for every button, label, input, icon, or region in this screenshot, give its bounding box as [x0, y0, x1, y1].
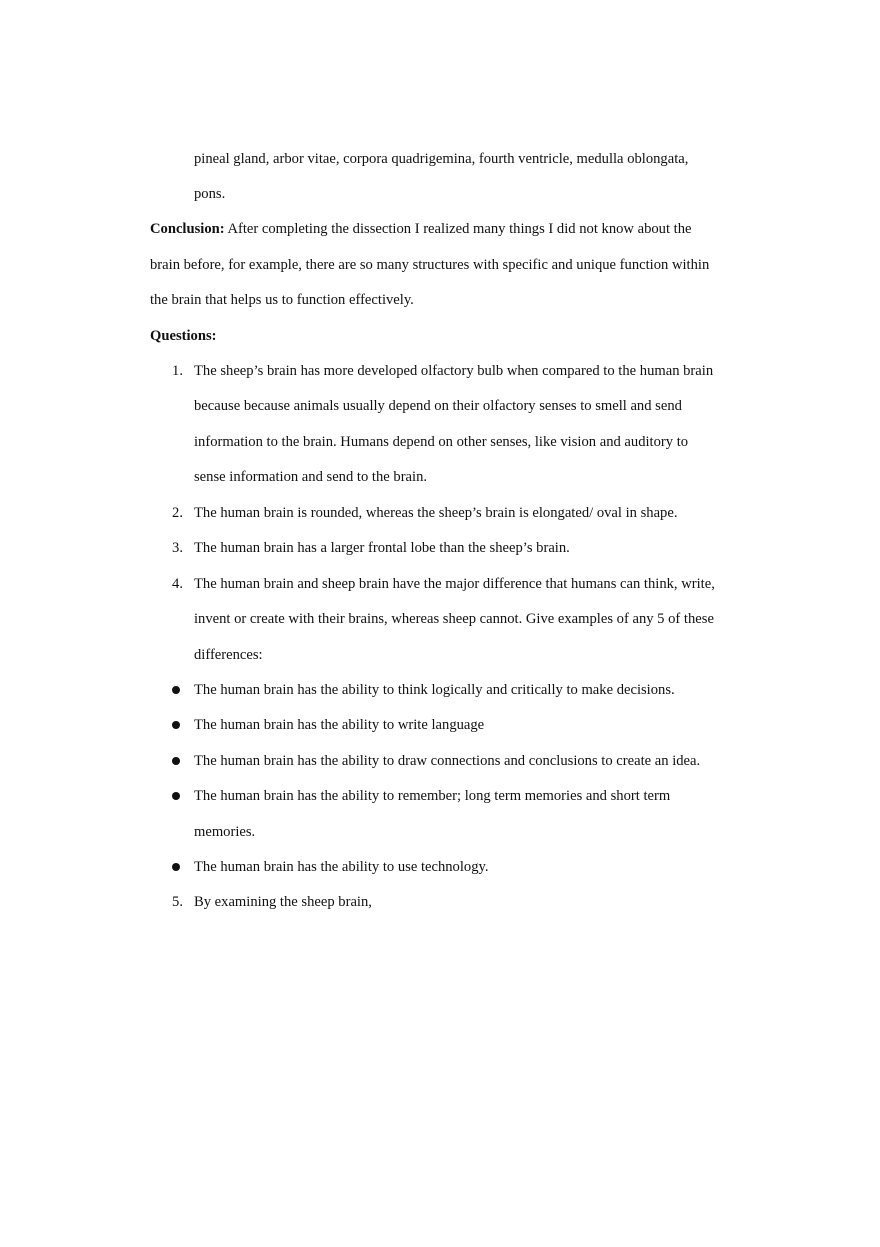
question-4-line: differences: — [194, 647, 263, 663]
bullet-icon — [172, 757, 180, 765]
bullet-icon — [172, 792, 180, 800]
list-number: 2. — [172, 505, 183, 521]
list-number: 1. — [172, 363, 183, 379]
list-number: 3. — [172, 540, 183, 556]
continued-text-line: pineal gland, arbor vitae, corpora quadrigemina, fourth ventricle, medulla oblongata, — [194, 151, 689, 167]
question-1-line: because because animals usually depend on their olfactory senses to smell and send — [194, 398, 682, 414]
conclusion-heading: Conclusion: — [150, 221, 225, 237]
question-1-line: sense information and send to the brain. — [194, 469, 428, 485]
bullet-icon — [172, 686, 180, 694]
question-3-text: The human brain has a larger frontal lobe than the sheep’s brain. — [194, 540, 570, 556]
question-1-line: information to the brain. Humans depend on other senses, like vision and auditory to — [194, 434, 689, 450]
question-2-text: The human brain is rounded, whereas the sheep’s brain is elongated/ oval in shape. — [194, 505, 678, 521]
conclusion-paragraph-line: the brain that helps us to function effectively. — [150, 292, 414, 308]
bullet-item-text: The human brain has the ability to remember; long term memories and short term — [194, 788, 671, 804]
questions-heading: Questions: — [150, 328, 217, 344]
bullet-item-text: The human brain has the ability to think logically and critically to make decisions. — [194, 682, 675, 698]
bullet-item-text: The human brain has the ability to draw connections and conclusions to create an idea. — [194, 753, 701, 769]
bullet-item-text: The human brain has the ability to use technology. — [194, 859, 489, 875]
question-4-line: The human brain and sheep brain have the major difference that humans can think, write, — [194, 576, 715, 592]
conclusion-text: After completing the dissection I realized many things I did not know about the — [227, 221, 692, 237]
bullet-item-text: memories. — [194, 824, 256, 840]
conclusion-paragraph-line — [150, 219, 692, 239]
question-1-line: The sheep’s brain has more developed olfactory bulb when compared to the human brain — [194, 363, 714, 379]
bullet-icon — [172, 863, 180, 871]
question-4-line: invent or create with their brains, whereas sheep cannot. Give examples of any 5 of these — [194, 611, 714, 627]
bullet-item-text: The human brain has the ability to write language — [194, 717, 485, 733]
list-number: 4. — [172, 576, 183, 592]
conclusion-paragraph-line: brain before, for example, there are so many structures with specific and unique function within — [150, 257, 710, 273]
list-number: 5. — [172, 894, 183, 910]
continued-text-line: pons. — [194, 186, 226, 202]
bullet-icon — [172, 721, 180, 729]
question-5-text: By examining the sheep brain, — [194, 894, 372, 910]
